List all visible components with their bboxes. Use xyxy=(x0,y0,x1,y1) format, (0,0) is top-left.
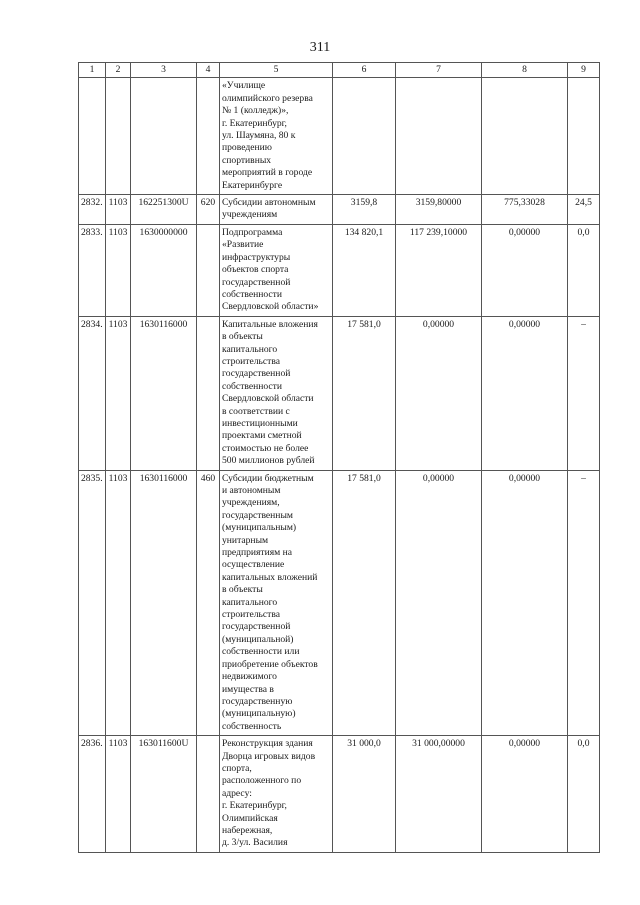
amount-executed-cell xyxy=(482,78,568,195)
header-cell: 3 xyxy=(131,63,197,78)
header-cell: 6 xyxy=(333,63,396,78)
row-number-cell: 2836. xyxy=(79,736,106,853)
amount-executed-cell: 0,00000 xyxy=(482,224,568,316)
header-cell: 1 xyxy=(79,63,106,78)
row-number-cell: 2834. xyxy=(79,316,106,470)
expense-type-cell: 620 xyxy=(197,195,220,225)
amount-plan-cell: 3159,80000 xyxy=(396,195,482,225)
expense-type-cell xyxy=(197,316,220,470)
table-row xyxy=(79,224,600,316)
page-number: 311 xyxy=(309,40,331,55)
amount-approved-cell: 134 820,1 xyxy=(333,224,396,316)
row-number-cell: 2835. xyxy=(79,470,106,736)
amount-executed-cell: 775,33028 xyxy=(482,195,568,225)
header-cell: 2 xyxy=(106,63,131,78)
execution-percent-cell: – xyxy=(568,316,600,470)
expense-type-cell xyxy=(197,736,220,853)
item-name-cell: Реконструкция здания Дворца игровых видов спорта, расположенного по адресу: г. Екатеринбург, Олимпийская набережная, д. 3/ул. Василия xyxy=(220,736,333,853)
execution-percent-cell: 0,0 xyxy=(568,224,600,316)
section-code-cell: 1103 xyxy=(106,316,131,470)
budget-table xyxy=(78,62,600,853)
table-row xyxy=(79,736,600,853)
header-cell: 7 xyxy=(396,63,482,78)
table-row xyxy=(79,470,600,736)
section-code-cell: 1103 xyxy=(106,195,131,225)
amount-executed-cell: 0,00000 xyxy=(482,736,568,853)
target-code-cell: 1630000000 xyxy=(131,224,197,316)
item-name-cell: «Училище олимпийского резерва № 1 (колледж)», г. Екатеринбург, ул. Шаумяна, 80 к проведению спортивных мероприятий в городе Екатеринбурге xyxy=(220,78,333,195)
section-code-cell: 1103 xyxy=(106,736,131,853)
table-header-row xyxy=(79,63,600,78)
row-number-cell: 2833. xyxy=(79,224,106,316)
target-code-cell xyxy=(131,78,197,195)
amount-approved-cell: 17 581,0 xyxy=(333,470,396,736)
amount-executed-cell: 0,00000 xyxy=(482,470,568,736)
target-code-cell: 162251300U xyxy=(131,195,197,225)
amount-executed-cell: 0,00000 xyxy=(482,316,568,470)
item-name-cell: Субсидии автономным учреждениям xyxy=(220,195,333,225)
target-code-cell: 163011600U xyxy=(131,736,197,853)
amount-approved-cell: 31 000,0 xyxy=(333,736,396,853)
row-number-cell: 2832. xyxy=(79,195,106,225)
row-number-cell xyxy=(79,78,106,195)
execution-percent-cell: – xyxy=(568,470,600,736)
amount-approved-cell xyxy=(333,78,396,195)
item-name-cell: Капитальные вложения в объекты капитального строительства государственной собственности Свердловской области в соответствии с инвестиционными проектами сметной стоимостью не более 500 миллионов рублей xyxy=(220,316,333,470)
section-code-cell: 1103 xyxy=(106,470,131,736)
execution-percent-cell: 24,5 xyxy=(568,195,600,225)
amount-plan-cell xyxy=(396,78,482,195)
section-code-cell xyxy=(106,78,131,195)
amount-approved-cell: 3159,8 xyxy=(333,195,396,225)
amount-plan-cell: 31 000,00000 xyxy=(396,736,482,853)
amount-plan-cell: 0,00000 xyxy=(396,470,482,736)
section-code-cell: 1103 xyxy=(106,224,131,316)
expense-type-cell xyxy=(197,224,220,316)
header-cell: 4 xyxy=(197,63,220,78)
header-cell: 5 xyxy=(220,63,333,78)
amount-plan-cell: 117 239,10000 xyxy=(396,224,482,316)
item-name-cell: Подпрограмма «Развитие инфраструктуры объектов спорта государственной собственности Свердловской области» xyxy=(220,224,333,316)
execution-percent-cell: 0,0 xyxy=(568,736,600,853)
amount-plan-cell: 0,00000 xyxy=(396,316,482,470)
item-name-cell: Субсидии бюджетным и автономным учреждениям, государственным (муниципальным) унитарным предприятиям на осуществление капитальных вложений в объекты капитального строительства государственной (муниципальной) собственности или приобретение объектов недвижимого имущества в государственную (муниципальную) собственность xyxy=(220,470,333,736)
expense-type-cell xyxy=(197,78,220,195)
table-row xyxy=(79,195,600,225)
table-row xyxy=(79,78,600,195)
amount-approved-cell: 17 581,0 xyxy=(333,316,396,470)
expense-type-cell: 460 xyxy=(197,470,220,736)
execution-percent-cell xyxy=(568,78,600,195)
table-row xyxy=(79,316,600,470)
header-cell: 9 xyxy=(568,63,600,78)
target-code-cell: 1630116000 xyxy=(131,316,197,470)
header-cell: 8 xyxy=(482,63,568,78)
target-code-cell: 1630116000 xyxy=(131,470,197,736)
